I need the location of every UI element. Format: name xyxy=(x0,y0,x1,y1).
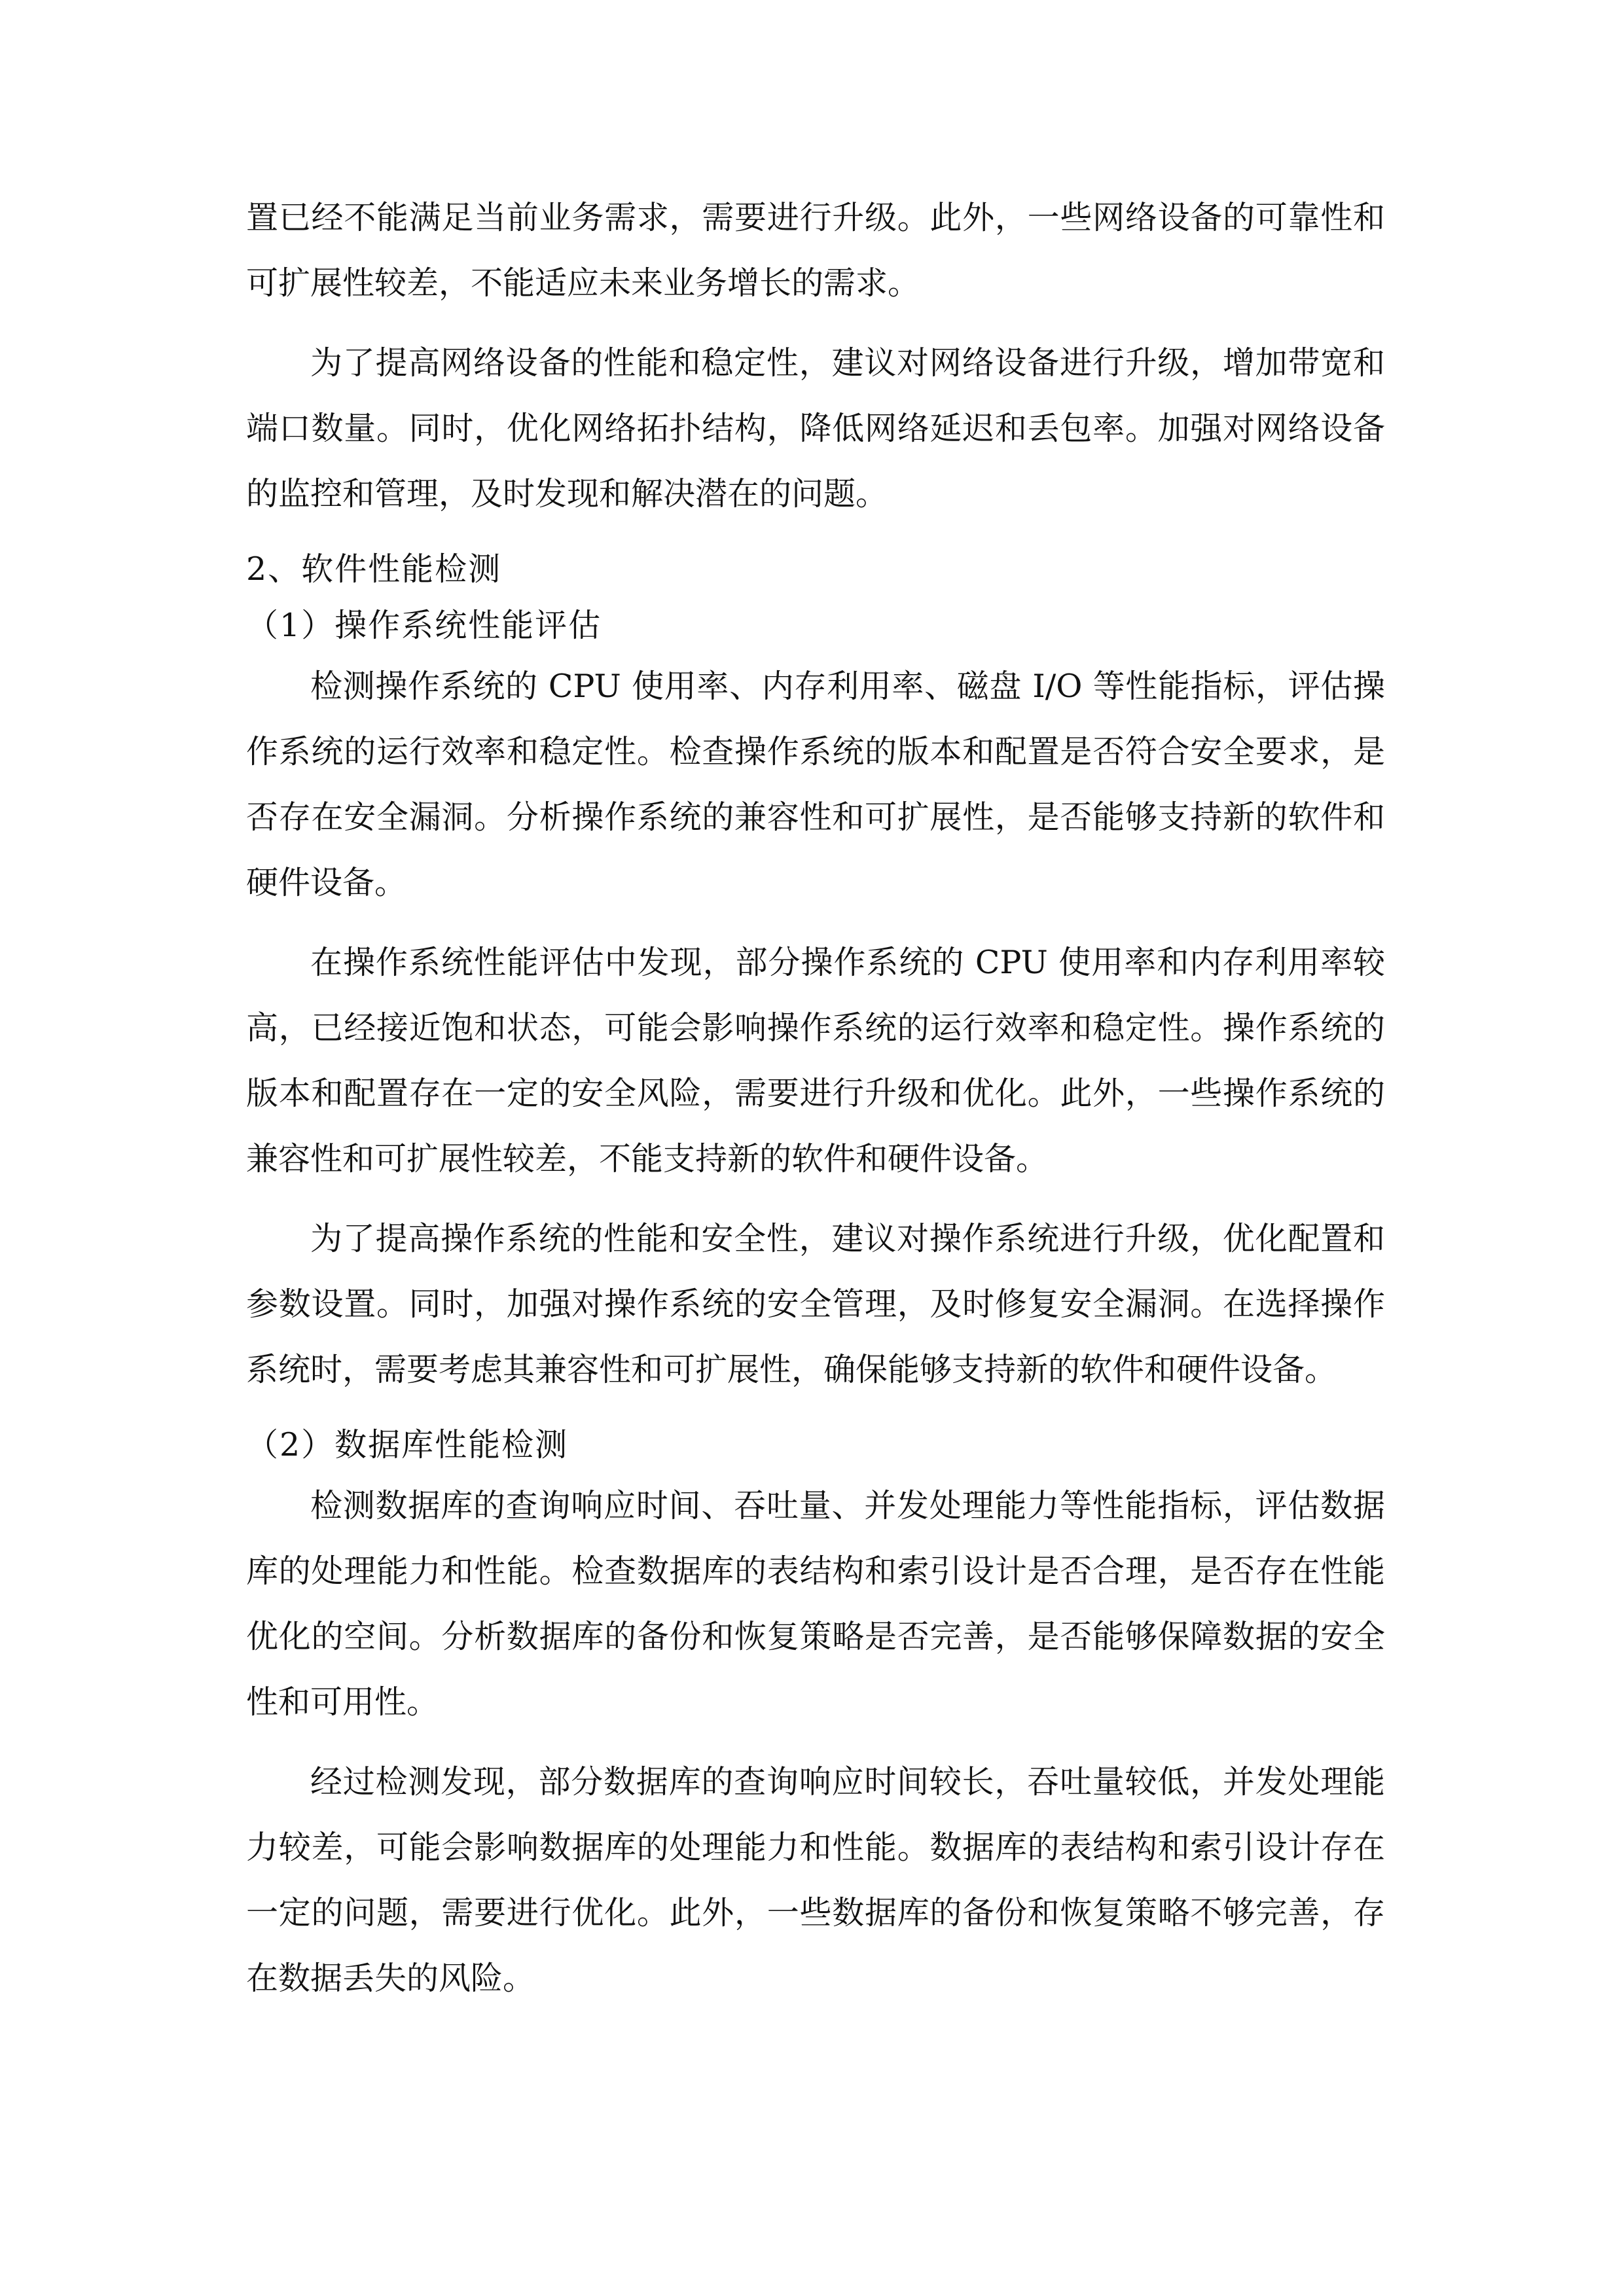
paragraph-network-continued: 置已经不能满足当前业务需求，需要进行升级。此外，一些网络设备的可靠性和可扩展性较差，不能适应未来业务增长的需求。 xyxy=(246,199,1385,302)
subsection-title-os: （1）操作系统性能评估 xyxy=(246,607,602,644)
document-body xyxy=(246,185,1385,2011)
paragraph-os-recommendation: 为了提高操作系统的性能和安全性，建议对操作系统进行升级，优化配置和参数设置。同时，加强对操作系统的安全管理，及时修复安全漏洞。在选择操作系统时，需要考虑其兼容性和可扩展性，确保能够支持新的软件和硬件设备。 xyxy=(246,1220,1385,1388)
paragraph-os-detection: 检测操作系统的 CPU 使用率、内存利用率、磁盘 I/O 等性能指标，评估操作系统的运行效率和稳定性。检查操作系统的版本和配置是否符合安全要求，是否存在安全漏洞。分析操作系统的兼容性和可扩展性，是否能够支持新的软件和硬件设备。 xyxy=(246,668,1385,901)
paragraph-network-recommendation: 为了提高网络设备的性能和稳定性，建议对网络设备进行升级，增加带宽和端口数量。同时，优化网络拓扑结构，降低网络延迟和丢包率。加强对网络设备的监控和管理，及时发现和解决潜在的问题。 xyxy=(246,344,1385,512)
paragraph-os-findings: 在操作系统性能评估中发现，部分操作系统的 CPU 使用率和内存利用率较高，已经接近饱和状态，可能会影响操作系统的运行效率和稳定性。操作系统的版本和配置存在一定的安全风险，需要进行升级和优化。此外，一些操作系统的兼容性和可扩展性较差，不能支持新的软件和硬件设备。 xyxy=(246,944,1385,1177)
section-heading-software: 2、软件性能检测 xyxy=(246,550,502,588)
paragraph-db-findings: 经过检测发现，部分数据库的查询响应时间较长，吞吐量较低，并发处理能力较差，可能会影响数据库的处理能力和性能。数据库的表结构和索引设计存在一定的问题，需要进行优化。此外，一些数据库的备份和恢复策略不够完善，存在数据丢失的风险。 xyxy=(246,1763,1385,1997)
subsection-title-database: （2）数据库性能检测 xyxy=(246,1426,569,1463)
paragraph-db-detection: 检测数据库的查询响应时间、吞吐量、并发处理能力等性能指标，评估数据库的处理能力和性能。检查数据库的表结构和索引设计是否合理，是否存在性能优化的空间。分析数据库的备份和恢复策略是否完善，是否能够保障数据的安全性和可用性。 xyxy=(246,1487,1385,1721)
